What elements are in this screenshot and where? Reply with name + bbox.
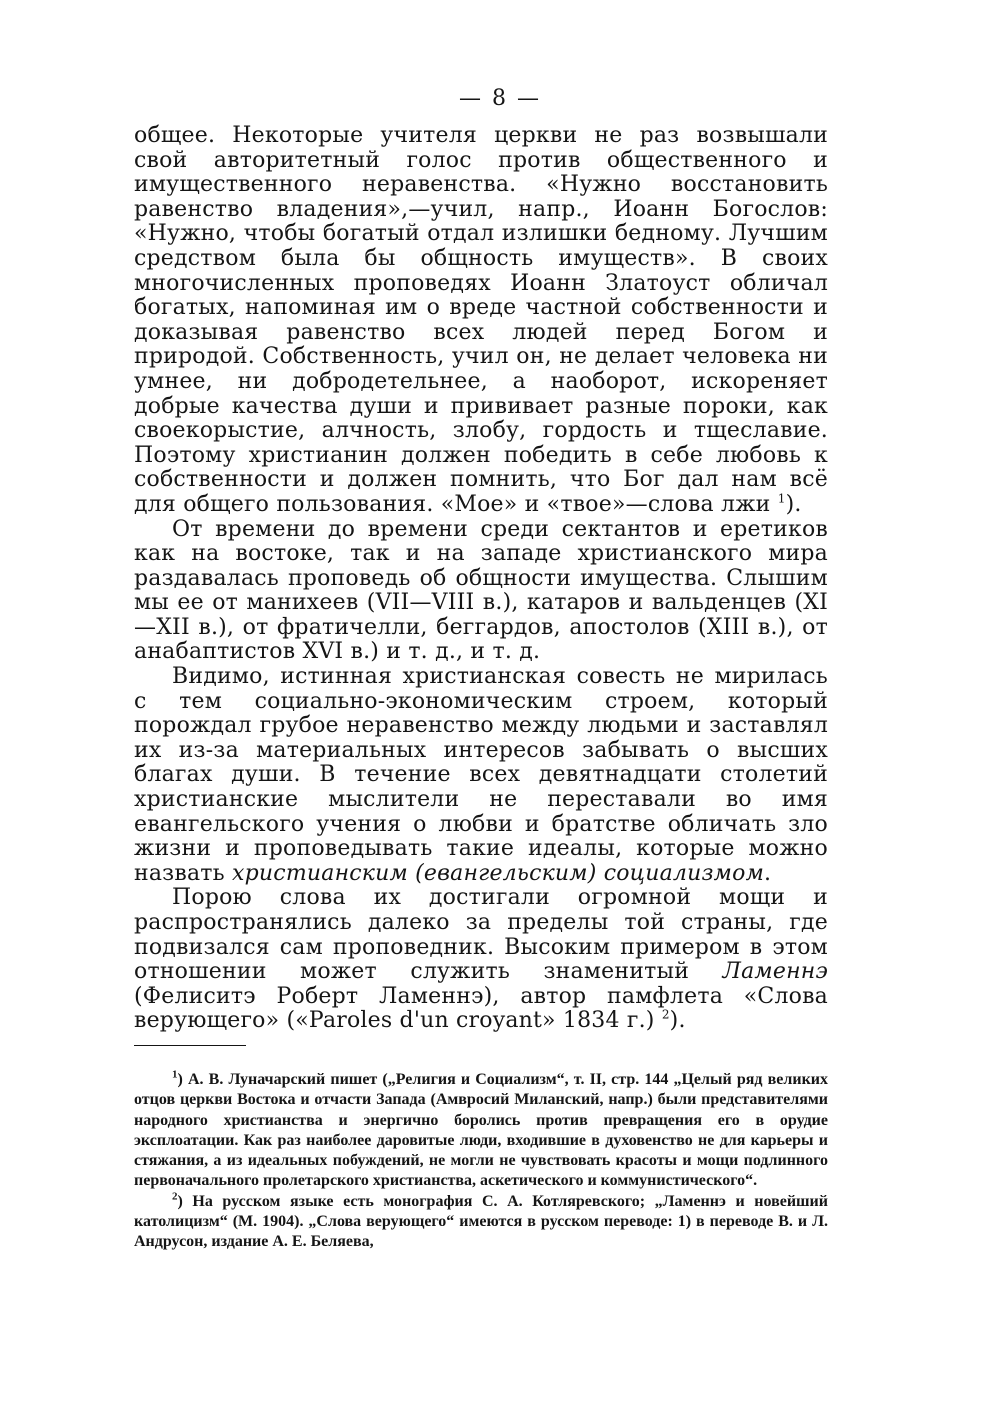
footnote-1-mark: 1	[172, 1068, 178, 1081]
paragraph-1-tail: ).	[785, 491, 802, 517]
footnote-2-mark: 2	[172, 1190, 178, 1203]
footnote-1	[134, 1070, 828, 1192]
footnote-1-text: ) А. В. Луначарский пишет („Религия и Социализм“, т. II, стр. 144 „Целый ряд великих отцов церкви Востока и отчасти Запада (Амвросий Миланский, напр.) были представителями народного христианства и энергично боролись против превращения его в орудие эксплоатации. Как раз наиболее даровитые люди, входившие в духовенство не для карьеры и стяжания, а из идеальных побуждений, не могли не чувствовать красоты и мощи подлинного первоначального пролетарского христианства, аскетического и коммунистического“.	[134, 1071, 828, 1190]
paragraph-3-emphasis: христианским (евангельским) социализмом	[232, 860, 765, 886]
paragraph-4-text-2: (Фелиситэ Роберт Ламеннэ), автор памфлета «Слова верующего» («Paroles d'un croyant» 1834 г.)	[134, 983, 828, 1034]
paragraph-2-text: От времени до времени среди сектантов и еретиков как на востоке, так и на западе христианского мира раздавалась проповедь об общности имущества. Слышим мы ее от манихеев (VII—VIII в.), катаров и вальденцев (XI—XII в.), от фратичелли, беггардов, апостолов (XIII в.), от анабаптистов XVI в.) и т. д., и т. д.	[134, 516, 828, 665]
footnote-ref-2[interactable]: 2	[661, 1008, 670, 1023]
paragraph-4-tail: ).	[669, 1008, 686, 1034]
paragraph-1-text: общее. Некоторые учителя церкви не раз возвышали свой авторитетный голос против общественного и имущественного неравенства. «Нужно восстановить равенство владения»,—учил, напр., Иоанн Богослов: «Нужно, чтобы богатый отдал излишки бедному. Лучшим средством была бы общность имуществ». В своих многочисленных проповедях Иоанн Златоуст обличал богатых, напоминая им о вреде частной собственности и доказывая равенство всех людей перед Богом и природой. Собственность, учил он, не делает человека ни умнее, ни добродетельнее, а наоборот, искореняет добрые качества души и прививает разные пороки, как своекорыстие, алчность, злобу, гордость и тщеславие. Поэтому христианин должен победить в себе любовь к собственности и должен помнить, что Бог дал нам всё для общего пользования. «Мое» и «твое»—слова лжи	[134, 123, 828, 517]
paragraph-4-emphasis: Ламеннэ	[722, 959, 828, 985]
footnote-divider	[134, 1045, 246, 1046]
footnote-2-text: ) На русском языке есть монография С. А. Котляревского; „Ламеннэ и новейший католицизм“ (М. 1904). „Слова верующего“ имеются в русском переводе: 1) в переводе В. и Л. Андрусон, издание А. Е. Беляева,	[134, 1192, 828, 1251]
paragraph-2	[134, 518, 828, 666]
footnote-ref-1[interactable]: 1	[777, 491, 786, 506]
main-text	[134, 124, 828, 1034]
footnote-2	[134, 1192, 828, 1253]
paragraph-3-tail: .	[764, 860, 772, 886]
paragraph-3-text: Видимо, истинная христианская совесть не мирилась с тем социально-экономическим строем, который порождал грубое неравенство между людьми и заставлял их из-за материальных интересов забывать о высших благах души. В течение всех девятнадцати столетий христианские мыслители не переставали во имя евангельского учения о любви и братстве обличать зло жизни и проповедывать такие идеалы, которые можно назвать	[134, 664, 828, 886]
paragraph-4-text: Порою слова их достигали огромной мощи и распространялись далеко за пределы той страны, где подвизался сам проповедник. Высоким примером в этом отношении может служить знаменитый	[134, 885, 828, 985]
footnotes	[134, 1070, 828, 1253]
paragraph-3	[134, 665, 828, 886]
paragraph-4	[134, 886, 828, 1034]
page-number: — 8 —	[459, 86, 541, 111]
paragraph-1	[134, 124, 828, 518]
